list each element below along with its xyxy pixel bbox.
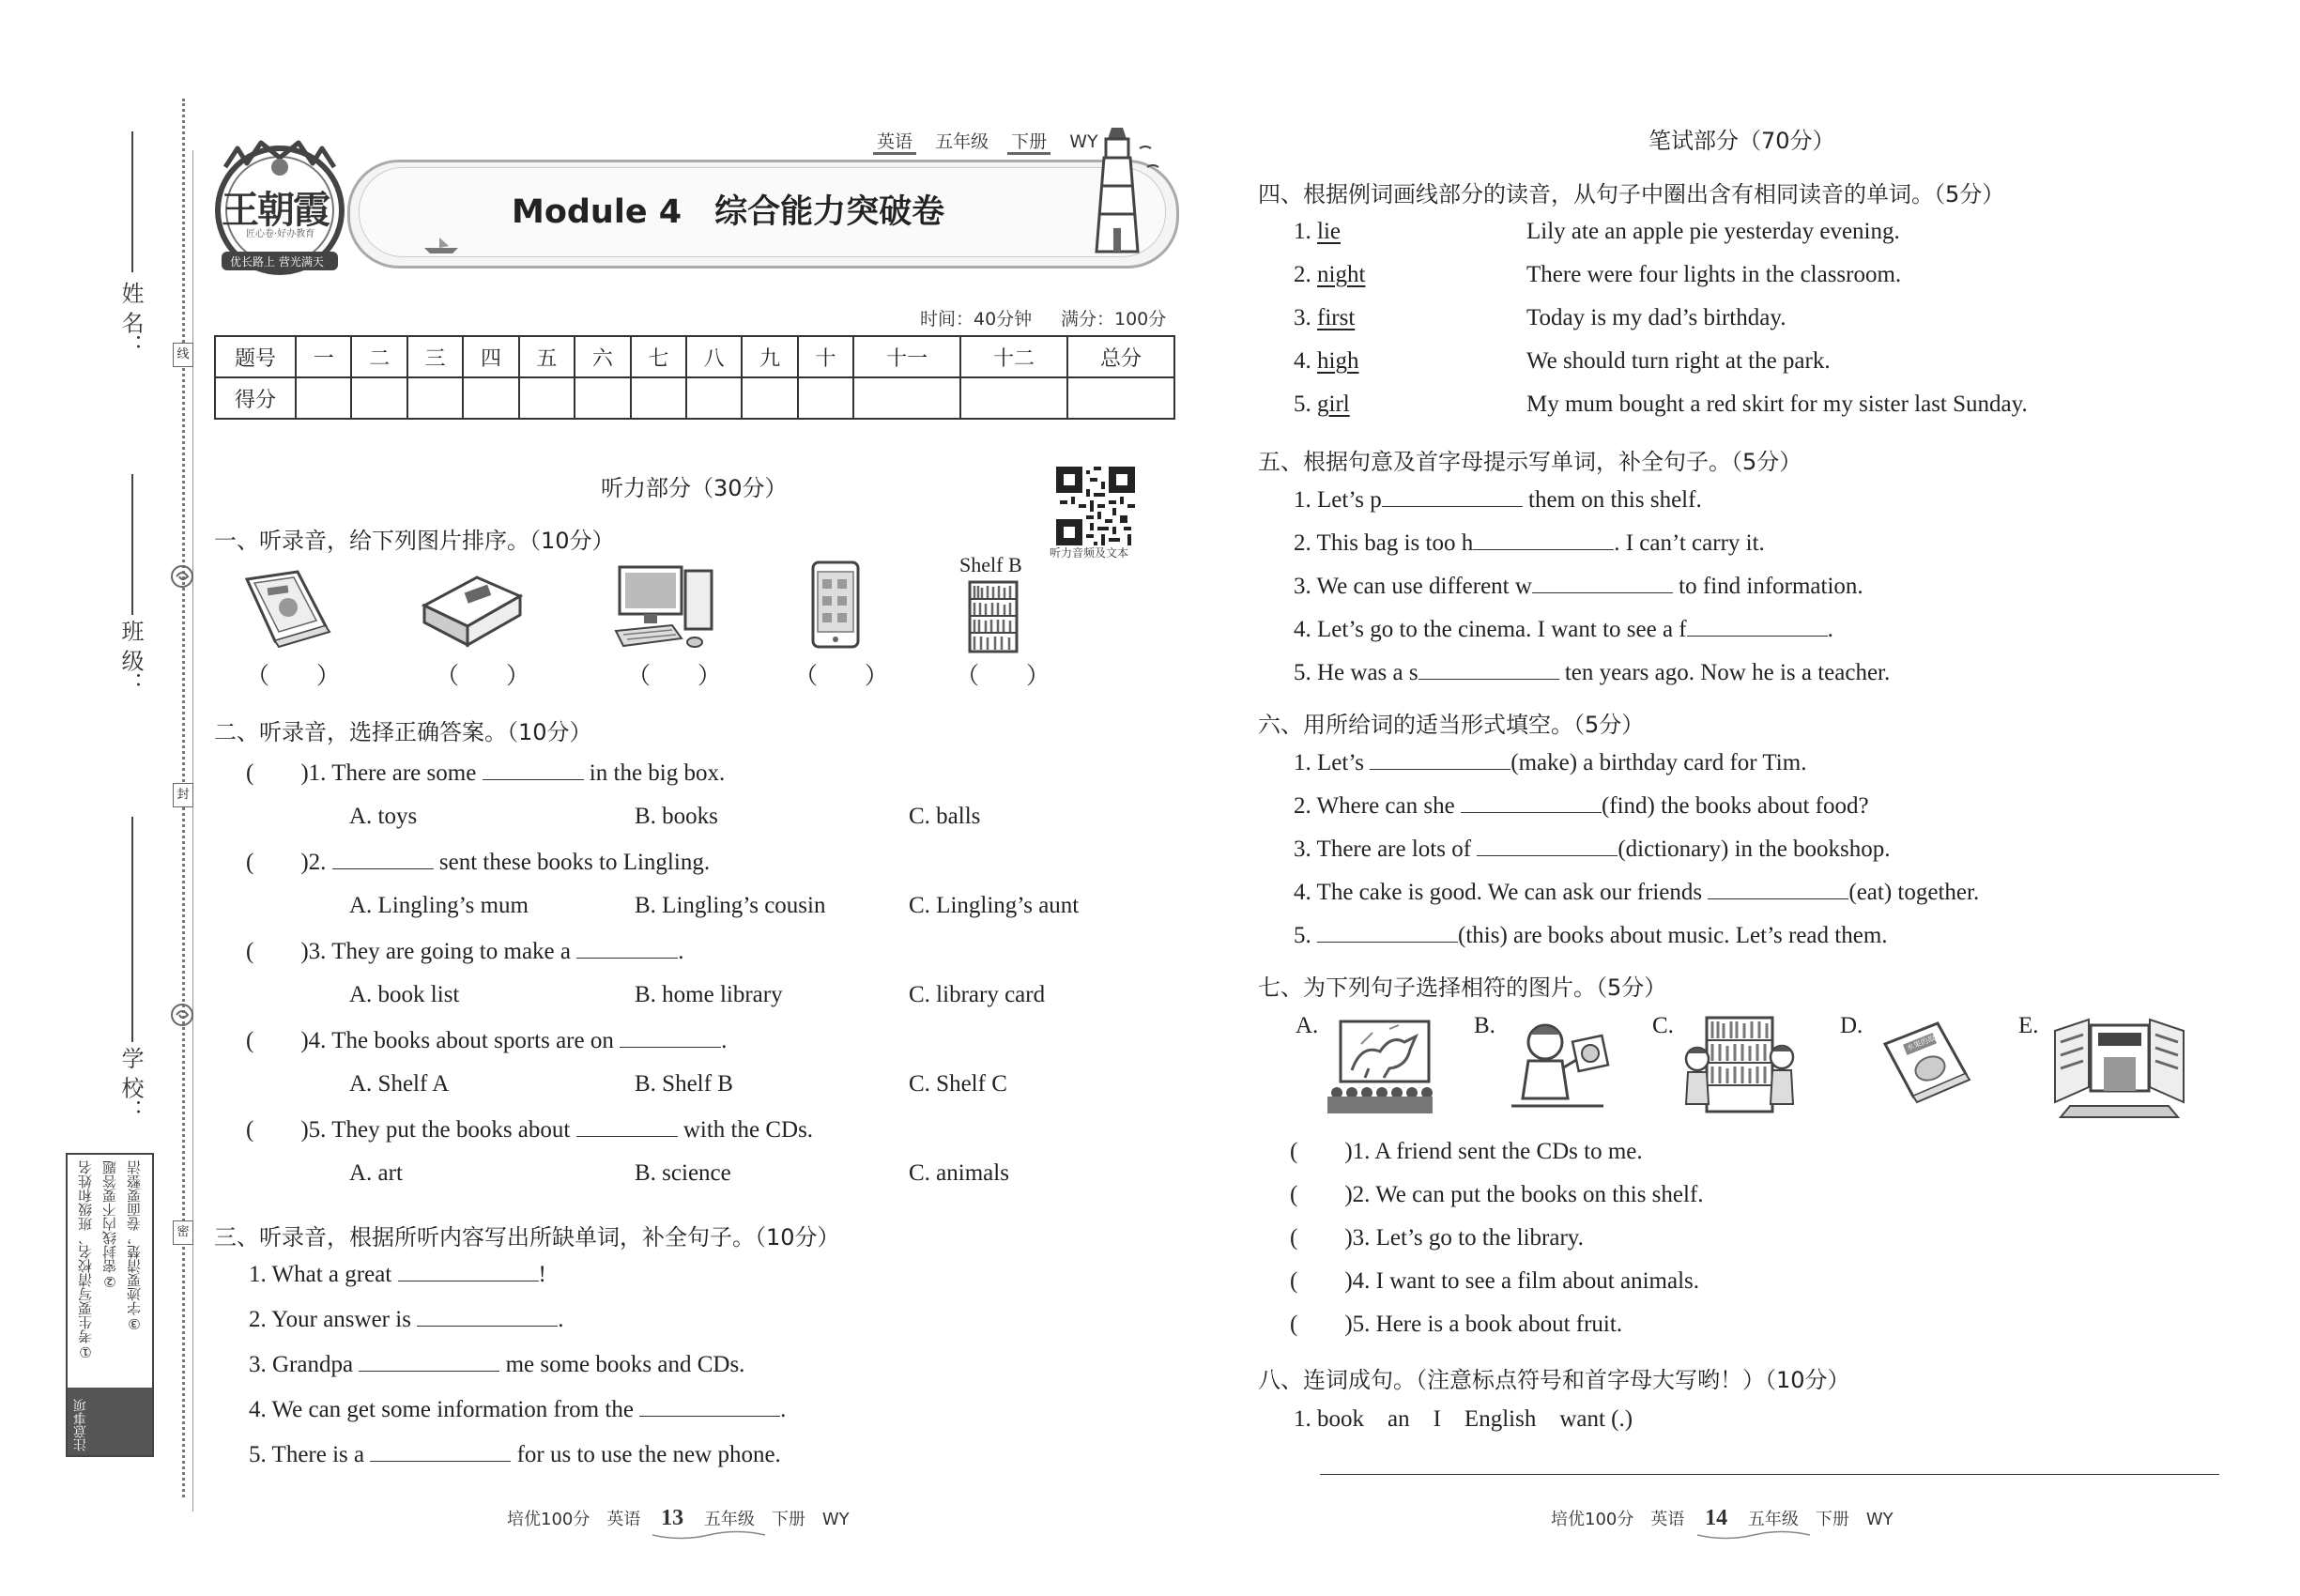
sentence-text: 4. Let’s go to the cinema. I want to see a f xyxy=(1294,617,1687,642)
s4-title: 四、根据例词画线部分的读音，从句子中圈出含有相同读音的单词。（5分） xyxy=(1258,181,2005,207)
answer-blank[interactable] xyxy=(620,1026,721,1048)
page-number: 13 xyxy=(661,1506,684,1530)
s1-bracket-2[interactable]: （ ） xyxy=(436,664,530,689)
dense-mark: 密 xyxy=(176,1225,190,1239)
sentence-text: them on this shelf. xyxy=(1528,487,1702,513)
s6-sentence xyxy=(1294,791,1869,821)
qr-caption: 听力音频及文本 xyxy=(1050,546,1129,560)
swirl-icon xyxy=(169,1002,195,1028)
score-input[interactable] xyxy=(463,377,518,419)
sentence-text: (this) are books about music. Let’s read them. xyxy=(1458,923,1888,948)
seal-mark: 封 xyxy=(176,788,190,802)
notice-item-2: ②密封线内不要答题 xyxy=(101,1160,118,1290)
s8-title: 八、连词成句。（注意标点符号和首字母大写哟！）（10分） xyxy=(1258,1367,1850,1393)
sentence-text: 5. There is a xyxy=(249,1442,365,1467)
item-num: 2. xyxy=(1294,262,1311,287)
s7-sentence[interactable]: ( )3. Let’s go to the library. xyxy=(1290,1225,1584,1251)
s4-example xyxy=(1294,218,1341,246)
crumbs xyxy=(873,128,1098,153)
listening-title: 听力部分（30分） xyxy=(601,475,788,501)
fruit-book-title: 水果的故事 xyxy=(1905,1030,1944,1053)
score-cell: 四 xyxy=(463,336,518,377)
question-text: with the CDs. xyxy=(682,1117,814,1143)
s4-example xyxy=(1294,261,1365,289)
score-value-row xyxy=(215,377,1174,419)
answer-blank[interactable] xyxy=(1382,485,1523,507)
answer-blank[interactable] xyxy=(1370,748,1510,770)
s2-title: 二、听录音，选择正确答案。（10分） xyxy=(214,719,592,745)
option-b: B. books xyxy=(635,804,718,829)
s6-sentence xyxy=(1294,835,1891,864)
answer-blank[interactable] xyxy=(417,1305,558,1327)
sentence-text: 3. There are lots of xyxy=(1294,836,1472,862)
question-text: sent these books to Lingling. xyxy=(438,850,711,875)
name-label: 姓 名： xyxy=(117,282,144,357)
s3-title: 三、听录音，根据所听内容写出所缺单词，补全句子。（10分） xyxy=(214,1224,840,1251)
page-number: 14 xyxy=(1705,1506,1728,1530)
footer-book: 培优100分 英语 xyxy=(507,1510,641,1529)
score-cell: 二 xyxy=(351,336,406,377)
option-a: A. art xyxy=(349,1160,403,1186)
score-input[interactable] xyxy=(686,377,742,419)
item-num: 3. xyxy=(1294,305,1311,330)
example-word: first xyxy=(1317,305,1356,330)
option-c: C. balls xyxy=(909,804,981,829)
score-input[interactable] xyxy=(798,377,853,419)
crumb-grade: 五年级 xyxy=(935,131,989,152)
exam-full-score: 满分：100分 xyxy=(1061,309,1167,330)
footer-wave-icon xyxy=(1697,1528,1810,1542)
score-cell: 九 xyxy=(742,336,797,377)
s1-bracket-4[interactable]: （ ） xyxy=(794,664,889,689)
s2-question xyxy=(246,1115,813,1144)
answer-bracket[interactable]: ( )4. xyxy=(246,1028,327,1053)
score-cell: 十 xyxy=(798,336,853,377)
sentence-text: . xyxy=(558,1307,564,1332)
sentence-text: ! xyxy=(538,1262,546,1287)
crumb-term: 下册 xyxy=(1007,131,1050,155)
qr-code-icon[interactable] xyxy=(1056,467,1135,545)
lighthouse-icon xyxy=(1070,120,1164,261)
s1-title: 一、听录音，给下列图片排序。（10分） xyxy=(214,528,615,554)
crumb-edition: WY xyxy=(1069,131,1098,152)
footer-meta: 五年级 下册 WY xyxy=(703,1510,850,1529)
s3-sentence xyxy=(249,1305,563,1334)
answer-bracket[interactable]: ( )1. xyxy=(246,760,327,786)
sentence-text: 4. We can get some information from the xyxy=(249,1397,634,1422)
sentence-text: 1. Let’s xyxy=(1294,750,1364,775)
example-word: lie xyxy=(1317,219,1341,244)
sentence-text: (dictionary) in the bookshop. xyxy=(1618,836,1891,862)
answer-bracket[interactable]: ( )3. xyxy=(246,939,327,964)
score-input[interactable] xyxy=(631,377,686,419)
school-field[interactable] xyxy=(131,817,133,1042)
score-input[interactable] xyxy=(296,377,351,419)
question-text: in the big box. xyxy=(589,760,726,786)
s4-sentence[interactable]: There were four lights in the classroom. xyxy=(1526,262,1902,287)
sentence-text: 2. Your answer is xyxy=(249,1307,411,1332)
name-field[interactable] xyxy=(131,131,133,272)
phone-icon xyxy=(809,560,862,650)
swirl-icon xyxy=(169,563,195,590)
score-cell: 十一 xyxy=(853,336,960,377)
sentence-text: 1. Let’s p xyxy=(1294,487,1382,513)
item-num: 5. xyxy=(1294,391,1311,417)
sentence-text: 2. Where can she xyxy=(1294,793,1455,819)
option-a: A. book list xyxy=(349,982,460,1007)
option-b: B. science xyxy=(635,1160,731,1186)
pic-label-c: C. xyxy=(1652,1013,1674,1038)
sentence-text: to find information. xyxy=(1679,574,1863,599)
sentence-text: 5. xyxy=(1294,923,1311,948)
brand-name: 王朝霞 xyxy=(222,188,329,232)
s5-title: 五、根据句意及首字母提示写单词，补全句子。（5分） xyxy=(1258,449,1802,475)
option-b: B. Shelf B xyxy=(635,1071,733,1097)
s7-sentence[interactable]: ( )2. We can put the books on this shelf. xyxy=(1290,1182,1704,1207)
answer-blank[interactable] xyxy=(576,937,678,959)
score-input[interactable] xyxy=(575,377,630,419)
option-c: C. animals xyxy=(909,1160,1009,1186)
question-text: There are some xyxy=(331,760,477,786)
question-text: The books about sports are on xyxy=(331,1028,614,1053)
cinema-dinosaur-icon xyxy=(1324,1016,1436,1117)
sentence-text: . xyxy=(780,1397,787,1422)
module-title: Module 4 综合能力突破卷 xyxy=(512,193,945,231)
score-cell: 八 xyxy=(686,336,742,377)
bookshelf-icon xyxy=(967,580,1020,653)
answer-blank[interactable] xyxy=(1708,878,1848,899)
sentence-text: . xyxy=(1827,617,1833,642)
score-input[interactable] xyxy=(351,377,406,419)
boat-icon xyxy=(422,235,460,255)
answer-blank[interactable] xyxy=(359,1350,499,1372)
score-cell: 五 xyxy=(519,336,575,377)
sentence-text: (find) the books about food? xyxy=(1601,793,1869,819)
s6-sentence xyxy=(1294,878,1979,907)
score-header-row xyxy=(215,336,1174,377)
notice-box xyxy=(66,1153,154,1457)
notice-item-3: ③字迹要清楚，卷面要整洁 xyxy=(126,1160,143,1332)
exam-time: 时间：40分钟 xyxy=(920,309,1033,330)
bookshop-icon xyxy=(2051,1012,2187,1120)
class-field[interactable] xyxy=(131,474,133,615)
s5-sentence xyxy=(1294,658,1890,687)
answer-bracket[interactable]: ( )5. xyxy=(246,1117,327,1143)
score-input[interactable] xyxy=(407,377,463,419)
s1-bracket-3[interactable]: （ ） xyxy=(627,664,722,689)
computer-icon xyxy=(610,563,718,652)
sentence-text: 1. What a great xyxy=(249,1262,392,1287)
sentence-text: 2. This bag is too h xyxy=(1294,530,1474,556)
sentence-text: for us to use the new phone. xyxy=(516,1442,781,1467)
s4-sentence[interactable]: My mum bought a red skirt for my sister last Sunday. xyxy=(1526,391,2028,417)
library-kids-icon xyxy=(1680,1014,1798,1117)
answer-blank[interactable] xyxy=(576,1115,678,1137)
pic-label-e: E. xyxy=(2018,1013,2039,1038)
fruit-book-icon xyxy=(1876,1016,1973,1105)
s6-sentence xyxy=(1294,748,1806,777)
option-b: B. Lingling’s cousin xyxy=(635,893,826,918)
dense-mark-box xyxy=(173,1220,193,1245)
s6-sentence xyxy=(1294,921,1888,950)
answer-blank[interactable] xyxy=(1687,615,1828,637)
example-word: night xyxy=(1317,262,1366,287)
footer-left xyxy=(507,1506,850,1531)
s4-sentence[interactable]: Today is my dad’s birthday. xyxy=(1526,305,1786,330)
s3-sentence xyxy=(249,1350,744,1379)
school-label: 学 校： xyxy=(117,1047,144,1122)
pic-label-b: B. xyxy=(1474,1013,1495,1038)
option-a: A. toys xyxy=(349,804,418,829)
answer-blank[interactable] xyxy=(398,1260,539,1281)
answer-blank[interactable] xyxy=(1317,921,1458,943)
line-mark-box xyxy=(173,343,193,367)
sentence-text: ten years ago. Now he is a teacher. xyxy=(1564,660,1891,685)
s2-question xyxy=(246,848,710,877)
written-title: 笔试部分（70分） xyxy=(1648,128,1835,154)
notice-item-1: ①考生要写清校名、班级和姓名 xyxy=(77,1160,94,1360)
footer-book: 培优100分 英语 xyxy=(1551,1510,1685,1529)
s5-sentence xyxy=(1294,572,1863,601)
s2-question xyxy=(246,1026,727,1055)
question-text: They are going to make a xyxy=(331,939,571,964)
dictionary-icon xyxy=(421,568,524,648)
question-text: They put the books about xyxy=(331,1117,571,1143)
s4-sentence[interactable]: Lily ate an apple pie yesterday evening. xyxy=(1526,219,1900,244)
line-mark: 线 xyxy=(176,347,190,361)
sentence-text: . I can’t carry it. xyxy=(1614,530,1765,556)
sentence-text: 3. We can use different w xyxy=(1294,574,1532,599)
s3-sentence xyxy=(249,1395,786,1424)
pic-label-a: A. xyxy=(1296,1013,1319,1038)
sentence-text: 5. He was a s xyxy=(1294,660,1418,685)
s5-sentence xyxy=(1294,485,1702,514)
sentence-text: 3. Grandpa xyxy=(249,1352,354,1377)
answer-blank[interactable] xyxy=(1418,658,1559,680)
score-input[interactable] xyxy=(853,377,960,419)
answer-blank[interactable] xyxy=(370,1440,511,1462)
answer-blank[interactable] xyxy=(1461,791,1602,813)
seal-mark-box xyxy=(173,783,193,807)
brand-sub: 优长路上 营光满天 xyxy=(230,255,324,269)
s5-sentence xyxy=(1294,615,1833,644)
s2-question xyxy=(246,759,725,788)
question-text: . xyxy=(721,1028,728,1053)
s5-sentence xyxy=(1294,529,1765,558)
item-num: 1. xyxy=(1294,219,1311,244)
option-c: C. library card xyxy=(909,982,1046,1007)
score-cell: 十二 xyxy=(960,336,1067,377)
s7-sentence[interactable]: ( )5. Here is a book about fruit. xyxy=(1290,1312,1623,1337)
brand-tag: 匠心卷·好办教育 xyxy=(246,229,315,239)
option-c: C. Shelf C xyxy=(909,1071,1007,1097)
answer-blank[interactable] xyxy=(1477,835,1618,856)
pic-label-d: D. xyxy=(1840,1013,1863,1038)
score-cell: 七 xyxy=(631,336,686,377)
footer-meta: 五年级 下册 WY xyxy=(1747,1510,1894,1529)
s7-sentence[interactable]: ( )1. A friend sent the CDs to me. xyxy=(1290,1139,1643,1164)
answer-blank[interactable] xyxy=(639,1395,780,1417)
class-label: 班 级： xyxy=(117,620,144,695)
shelf-b-label: Shelf B xyxy=(959,553,1022,576)
score-input[interactable] xyxy=(960,377,1067,419)
sentence-text: 4. The cake is good. We can ask our friends xyxy=(1294,880,1703,905)
answer-blank[interactable] xyxy=(1532,572,1673,593)
score-cell-total: 总分 xyxy=(1067,336,1174,377)
score-cell: 六 xyxy=(575,336,630,377)
score-table xyxy=(214,335,1175,420)
answer-blank[interactable] xyxy=(1473,529,1614,550)
s4-example xyxy=(1294,347,1358,376)
example-word: high xyxy=(1317,348,1359,374)
s6-title: 六、用所给词的适当形式填空。（5分） xyxy=(1258,712,1645,738)
boy-cd-icon xyxy=(1502,1016,1613,1117)
footer-right xyxy=(1551,1506,1894,1531)
option-c: C. Lingling’s aunt xyxy=(909,893,1080,918)
score-input[interactable] xyxy=(742,377,797,419)
s2-question xyxy=(246,937,683,966)
science-book-icon xyxy=(239,568,333,648)
s7-sentence[interactable]: ( )4. I want to see a film about animals. xyxy=(1290,1268,1699,1294)
answer-blank[interactable] xyxy=(332,848,434,869)
crumb-subject: 英语 xyxy=(873,131,916,155)
s4-example xyxy=(1294,304,1355,332)
s4-example xyxy=(1294,391,1350,419)
option-b: B. home library xyxy=(635,982,783,1007)
sentence-text: me some books and CDs. xyxy=(505,1352,745,1377)
score-input[interactable] xyxy=(519,377,575,419)
sentence-text: (eat) together. xyxy=(1848,880,1980,905)
score-cell: 一 xyxy=(296,336,351,377)
s3-sentence xyxy=(249,1440,781,1469)
s3-sentence xyxy=(249,1260,546,1289)
s1-bracket-1[interactable]: （ ） xyxy=(246,664,341,689)
s7-title: 七、为下列句子选择相符的图片。（5分） xyxy=(1258,974,1667,1001)
score-cell: 三 xyxy=(407,336,463,377)
score-input[interactable] xyxy=(1067,377,1174,419)
sentence-text: (make) a birthday card for Tim. xyxy=(1510,750,1807,775)
notice-title: 注意事项 xyxy=(73,1399,88,1451)
score-cell-label: 题号 xyxy=(215,336,296,377)
s1-bracket-5[interactable]: （ ） xyxy=(956,664,1050,689)
s8-item: 1. book an I English want (.) xyxy=(1294,1406,1633,1432)
s4-sentence[interactable]: We should turn right at the park. xyxy=(1526,348,1831,374)
answer-blank[interactable] xyxy=(483,759,584,780)
answer-bracket[interactable]: ( )2. xyxy=(246,850,327,875)
s8-answer-line[interactable] xyxy=(1320,1474,2219,1475)
option-a: A. Lingling’s mum xyxy=(349,893,529,918)
score-row-label: 得分 xyxy=(215,377,296,419)
footer-wave-icon xyxy=(652,1528,765,1542)
option-a: A. Shelf A xyxy=(349,1071,450,1097)
example-word: girl xyxy=(1317,391,1350,417)
item-num: 4. xyxy=(1294,348,1311,374)
question-text: . xyxy=(678,939,684,964)
